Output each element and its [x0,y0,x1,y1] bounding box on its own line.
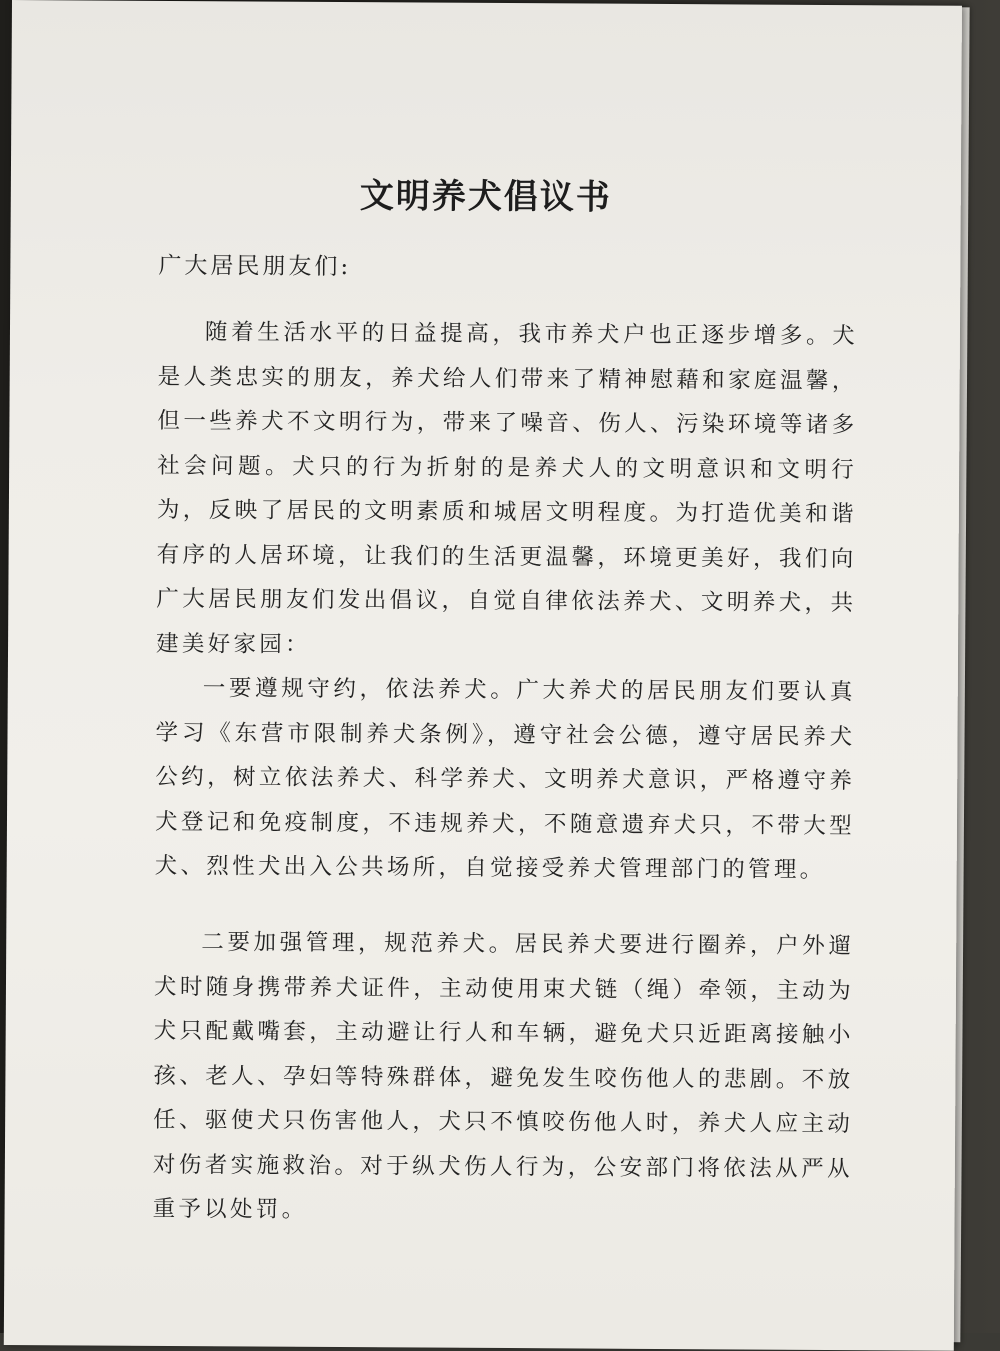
salutation: 广大居民朋友们: [158,252,352,281]
paragraph-intro: 随着生活水平的日益提高，我市养犬户也正逐步增多。犬是人类忠实的朋友，养犬给人们带来了精神慰藉和家庭温馨，但一些养犬不文明行为，带来了噪音、伤人、污染环境等诸多社会问题。犬只的行为折射的是养犬人的文明意识和文明行为，反映了居民的文明素质和城居文明程度。为打造优美和谐有序的人居环境，让我们的生活更温馨，环境更美好，我们向广大居民朋友们发出倡议，自觉自律依法养犬、文明养犬，共建美好家园： [155,319,859,658]
paragraph-point-two: 二要加强管理，规范养犬。居民养犬要进行圈养，户外遛犬时随身携带养犬证件，主动使用束犬链（绳）牵领，主动为犬只配戴嘴套，主动避让行人和车辆，避免犬只近距离接触小孩、老人、孕妇等特殊群体，避免发生咬伤他人的悲剧。不放任、驱使犬只伤害他人，犬只不慎咬伤他人时，养犬人应主动对伤者实施救治。对于纵犬伤人行为，公安部门将依法从严从重予以处罚。 [152,929,855,1223]
document-page [4,0,962,1351]
paragraph-point-one: 一要遵规守约，依法养犬。广大养犬的居民朋友们要认真学习《东营市限制养犬条例》，遵守社会公德，遵守居民养犬公约，树立依法养犬、科学养犬、文明养犬意识，严格遵守养犬登记和免疫制度，不违规养犬，不随意遗弃犬只，不带大型犬、烈性犬出入公共场所，自觉接受养犬管理部门的管理。 [154,675,856,883]
page-title: 文明养犬倡议书 [359,176,612,218]
